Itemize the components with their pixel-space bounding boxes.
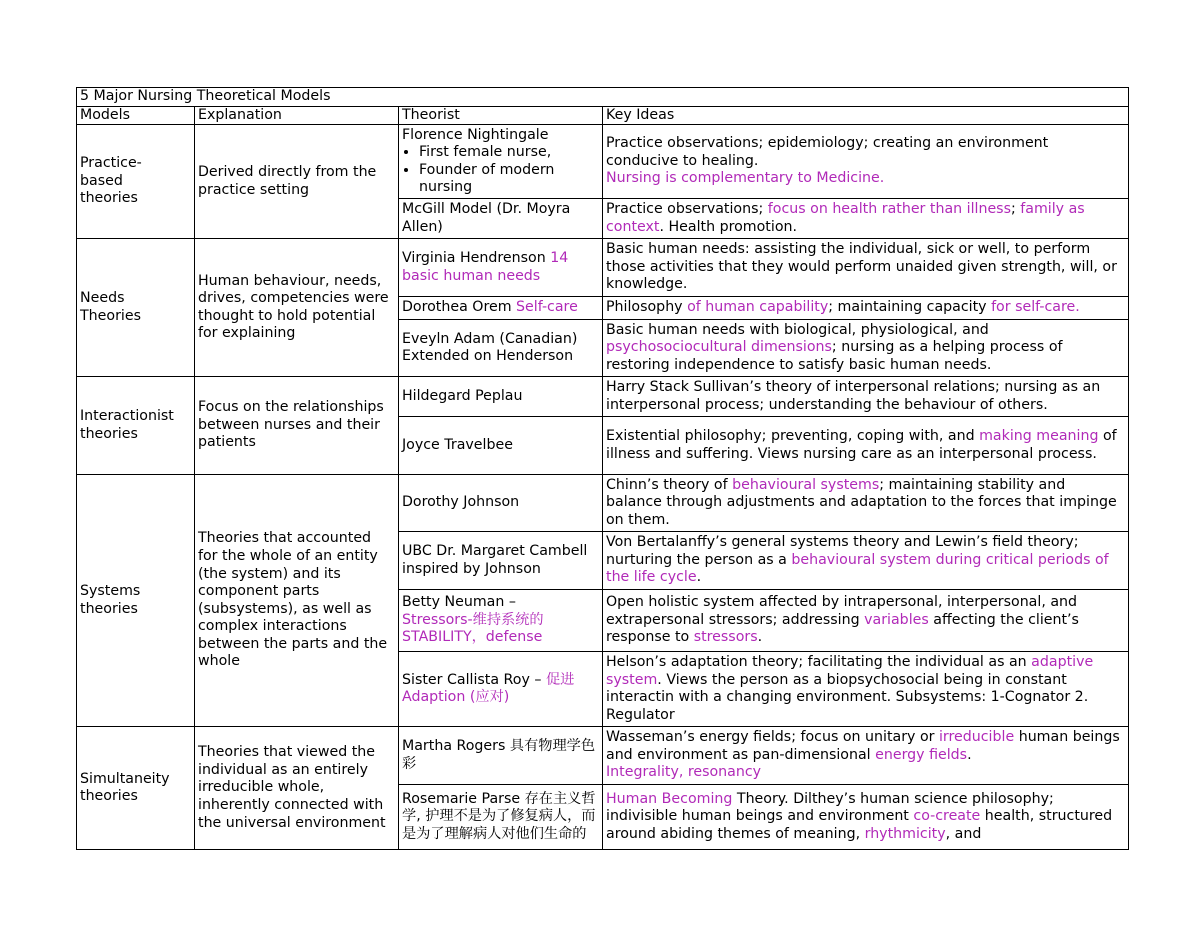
- highlight-text: 14 basic human needs: [402, 250, 569, 284]
- theorist-cell: [399, 532, 603, 590]
- text-run: Open holistic system affected by intrapersonal, interpersonal, and extrapersonal stressors; addressing: [606, 594, 1078, 628]
- theorist-cell: [399, 239, 603, 297]
- highlight-text: focus on health rather than illness: [767, 201, 1011, 218]
- text-run: Virginia Hendrenson: [402, 250, 551, 267]
- text-run: Dorothea Orem: [402, 299, 517, 316]
- highlight-text: energy fields: [875, 746, 968, 763]
- key-ideas-cell: [603, 785, 1129, 850]
- text-run: Eveyln Adam (Canadian) Extended on Henderson: [402, 330, 578, 365]
- model-cell: Simultaneity theories: [77, 727, 195, 850]
- text-run: Practice observations;: [606, 201, 768, 218]
- table-row: [77, 377, 1129, 417]
- header-key-ideas: Key Ideas: [603, 106, 1129, 125]
- text-run: Betty Neuman –: [402, 594, 516, 611]
- key-ideas-cell: [603, 239, 1129, 297]
- table-title: 5 Major Nursing Theoretical Models: [77, 88, 1129, 107]
- text-run: Martha Rogers 具有物理学色彩: [402, 738, 596, 772]
- text-run: Existential philosophy; preventing, coping with, and: [606, 428, 980, 445]
- header-theorist: Theorist: [399, 106, 603, 125]
- table-row: [77, 125, 1129, 199]
- key-ideas-cell: [603, 532, 1129, 590]
- key-ideas-cell: [603, 475, 1129, 532]
- highlight-text: Human Becoming: [606, 790, 733, 807]
- theorist-cell: [399, 727, 603, 785]
- table-row: [77, 239, 1129, 297]
- bullet-item: • First female nurse,: [419, 144, 599, 162]
- text-run: of illness and suffering. Views nursing care as an interpersonal process.: [606, 428, 1117, 462]
- highlight-text: behavioural systems: [732, 476, 880, 493]
- text-run: .: [696, 569, 702, 586]
- key-ideas-cell: [603, 727, 1129, 785]
- theorist-cell: [399, 320, 603, 377]
- text-run: Von Bertalanffy’s general systems theory and Lewin’s field theory; nurturing the person as a: [606, 534, 1079, 568]
- theorist-cell: [399, 377, 603, 417]
- text-run: Dorothy Johnson: [402, 494, 520, 511]
- header-explanation: Explanation: [195, 106, 399, 125]
- key-ideas-cell: [603, 652, 1129, 727]
- explanation-cell: Derived directly from the practice setting: [195, 125, 399, 239]
- theorist-cell: [399, 199, 603, 239]
- text-run: ; nursing as a helping process of restoring independence to satisfy basic human needs.: [606, 339, 1063, 373]
- theorist-cell: [399, 125, 603, 199]
- model-cell: Practice- based theories: [77, 125, 195, 239]
- key-ideas-cell: [603, 417, 1129, 475]
- model-cell: Needs Theories: [77, 239, 195, 377]
- highlight-text: psychosociocultural dimensions: [606, 339, 832, 356]
- theorist-cell: [399, 475, 603, 532]
- theorist-cell: [399, 590, 603, 652]
- text-run: Helson’s adaptation theory; facilitating the individual as an: [606, 654, 1032, 670]
- highlight-text: Nursing is complementary to Medicine.: [606, 170, 885, 187]
- highlight-text: Self-care: [516, 299, 578, 316]
- model-cell: Systems theories: [77, 475, 195, 727]
- theorist-cell: [399, 297, 603, 320]
- text-run: Joyce Travelbee: [402, 436, 513, 453]
- highlight-text: variables: [864, 611, 929, 628]
- text-run: Wasseman’s energy fields; focus on unitary or: [606, 729, 939, 746]
- text-run: . Views the person as a biopsychosocial being in constant interactin with a changing environment. Subsystems: 1-Cognator 2. Regulator: [606, 671, 1089, 723]
- nursing-models-table: [76, 87, 1129, 850]
- table-row: [77, 727, 1129, 785]
- text-run: Harry Stack Sullivan’s theory of interpersonal relations; nursing as an interpersonal process; understanding the behaviour of others.: [606, 379, 1101, 413]
- text-run: Florence Nightingale: [402, 126, 549, 143]
- key-ideas-cell: [603, 297, 1129, 320]
- text-run: Practice observations; epidemiology; creating an environment conducive to healing.: [606, 135, 1049, 169]
- explanation-cell: Theories that accounted for the whole of an entity (the system) and its component parts (subsystems), as well as complex interactions between the parts and the whole: [195, 475, 399, 727]
- key-ideas-cell: [603, 590, 1129, 652]
- text-run: ; maintaining capacity: [828, 299, 992, 316]
- text-run: ; maintaining stability and balance through adjustments and adaptation to the forces that impinge on them.: [606, 476, 1117, 528]
- highlight-text: co-create: [913, 808, 981, 825]
- highlight-text: of human capability: [687, 299, 829, 316]
- key-ideas-cell: [603, 377, 1129, 417]
- highlight-text: stressors: [693, 629, 758, 646]
- header-models: Models: [77, 106, 195, 125]
- text-run: .: [757, 629, 763, 646]
- model-cell: Interactionist theories: [77, 377, 195, 475]
- highlight-text: Integrality, resonancy: [606, 764, 762, 781]
- highlight-text: rhythmicity: [864, 825, 946, 842]
- bullet-item: • Founder of modern nursing: [419, 162, 599, 197]
- text-run: Rosemarie Parse 存在主义哲学, 护理不是为了修复病人，而是为了理解病人对他们生命的: [402, 790, 596, 842]
- text-run: Philosophy: [606, 299, 688, 316]
- theorist-cell: [399, 652, 603, 727]
- theorist-cell: [399, 785, 603, 850]
- theorist-cell: [399, 417, 603, 475]
- text-run: affecting the client’s response to: [606, 611, 1079, 646]
- explanation-cell: Human behaviour, needs, drives, competencies were thought to hold potential for explaining: [195, 239, 399, 377]
- text-run: Basic human needs with biological, physiological, and: [606, 321, 989, 338]
- text-run: human beings and environment as pan-dimensional: [606, 729, 1120, 763]
- table-row: [77, 475, 1129, 532]
- highlight-text: family as context: [606, 201, 1085, 235]
- highlight-text: making meaning: [979, 428, 1099, 445]
- text-run: UBC Dr. Margaret Cambell inspired by Johnson: [402, 543, 588, 577]
- explanation-cell: Focus on the relationships between nurses and their patients: [195, 377, 399, 475]
- highlight-text: adaptive system: [606, 654, 1094, 688]
- highlight-text: behavioural system during critical periods of the life cycle: [606, 551, 1109, 586]
- key-ideas-cell: [603, 125, 1129, 199]
- highlight-text: irreducible: [938, 729, 1015, 746]
- text-run: Chinn’s theory of: [606, 476, 733, 493]
- table-title-row: [77, 88, 1129, 107]
- key-ideas-cell: [603, 199, 1129, 239]
- text-run: Basic human needs: assisting the individual, sick or well, to perform those activities that they would perform unaided given strength, will, or knowledge.: [606, 241, 1117, 293]
- text-run: ;: [1010, 201, 1021, 218]
- explanation-cell: Theories that viewed the individual as an entirely irreducible whole, inherently connected with the universal environment: [195, 727, 399, 850]
- key-ideas-cell: [603, 320, 1129, 377]
- text-run: McGill Model (Dr. Moyra Allen): [402, 201, 571, 235]
- text-run: Theory. Dilthey’s human science philosophy; indivisible human beings and environment: [606, 790, 1054, 825]
- bullet-list: [402, 144, 599, 197]
- highlight-text: 促进 Adaption (应对): [402, 671, 575, 706]
- text-run: Hildegard Peplau: [402, 387, 523, 404]
- text-run: health, structured around abiding themes of meaning,: [606, 808, 1113, 842]
- highlight-text: Stressors-维持系统的 STABILITY，defense: [402, 611, 544, 646]
- text-run: . Health promotion.: [659, 218, 797, 235]
- text-run: .: [967, 746, 972, 763]
- text-run: Sister Callista Roy –: [402, 671, 546, 688]
- highlight-text: for self-care.: [991, 299, 1080, 316]
- table-header-row: [77, 106, 1129, 125]
- text-run: , and: [945, 825, 982, 842]
